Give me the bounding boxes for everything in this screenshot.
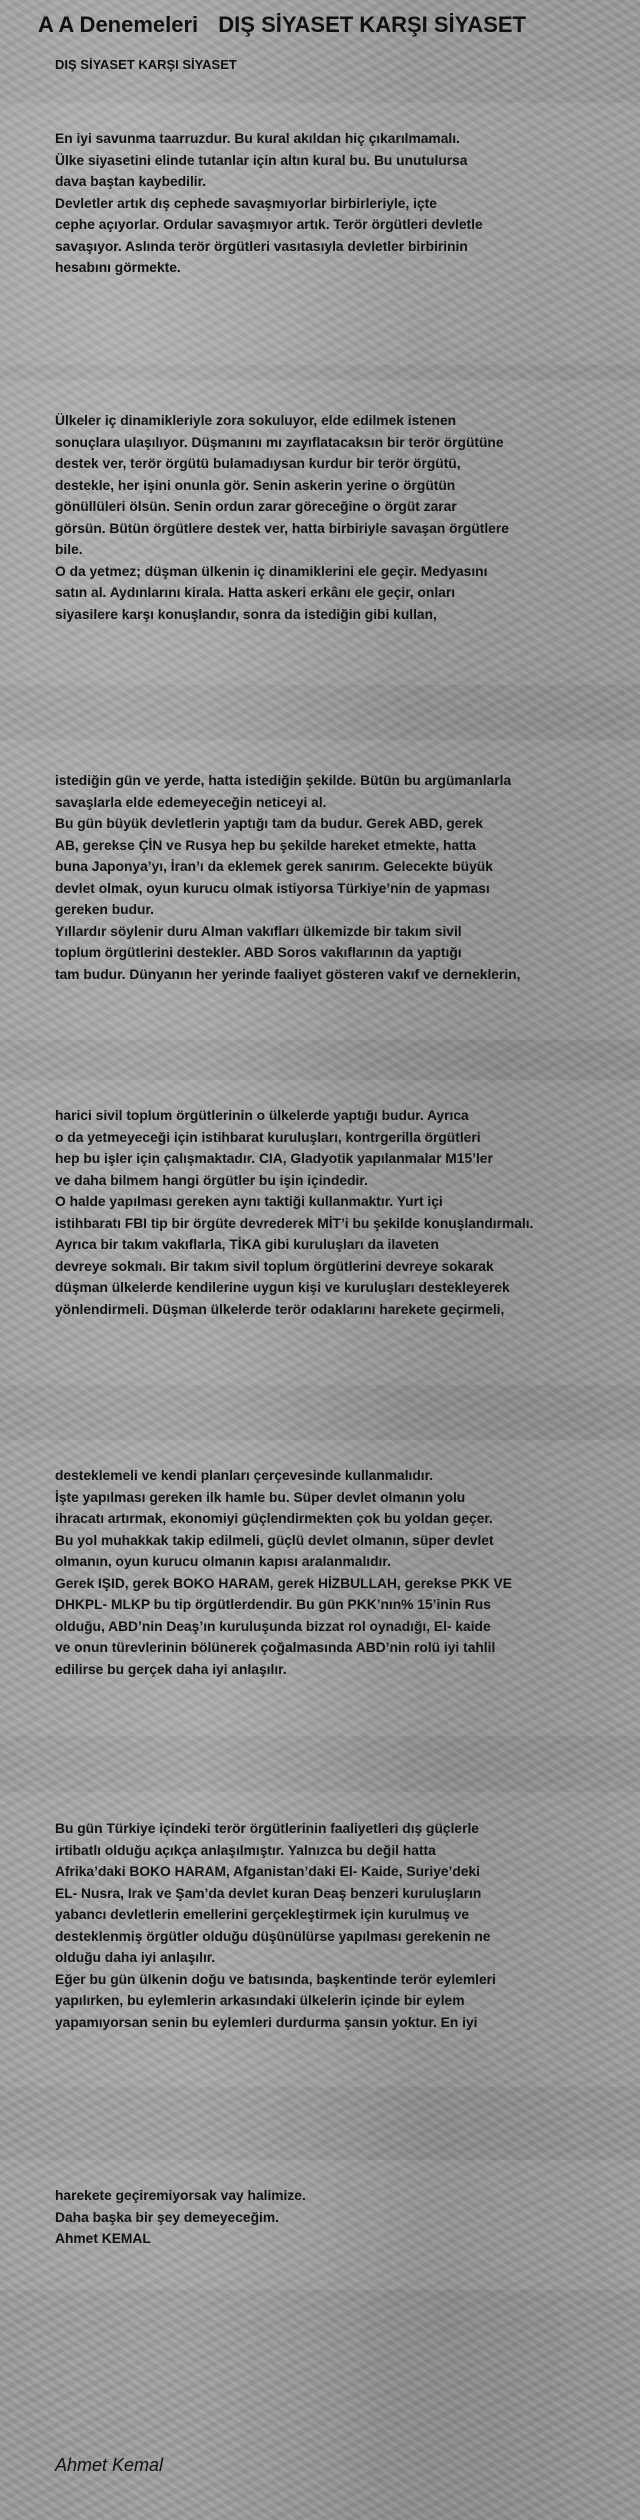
stanza-2: Ülkeler iç dinamikleriyle zora sokuluyor, elde edilmek istenen sonuçlara ulaşılıyor. Düşmanını mı zayıflatacaksın bir terör örgütüne destek ver, terör örgütü bulamadıysan kurdur bir terör örgütü, destekle, her işini onunla gör. Senin askerin yerine o örgütün gönüllüleri ölsün. Senin ordun zarar göreceğine o örgüt zarar görsün. Bütün örgütlere destek ver, hatta birbiriyle savaşan örgütlere bile. O da yetmez; düşman ülkenin iç dinamiklerini ele geçir. Medyasını satın al. Aydınlarını kirala. Hatta askeri erkânı ele geçir, onları siyasilere karşı konuşlandır, sonra da istediğin gibi kullan, [55,413,509,622]
poem-title: DIŞ SİYASET KARŞI SİYASET [218,12,526,37]
page-title [38,10,526,40]
site-name: A A Denemeleri [38,12,199,37]
stanza-3: istediğin gün ve yerde, hatta istediğin şekilde. Bütün bu argümanlarla savaşlarla elde edemeyeceğin neticeyi al. Bu gün büyük devletlerin yaptığı tam da budur. Gerek ABD, gerek AB, gerekse ÇİN ve Rusya hep bu şekilde hareket etmekte, hatta buna Japonya’yı, İran’ı da eklemek gerek sanırım. Gelecekte büyük devlet olmak, oyun kurucu olmak istiyorsa Türkiye’nin de yapması gereken budur. Yıllardır söylenir duru Alman vakıfları ülkemizde bir takım sivil toplum örgütlerini destekler. ABD Soros vakıflarının da yaptığı tam budur. Dünyanın her yerinde faaliyet gösteren vakıf ve derneklerin, [55,773,521,982]
poem-subtitle: DIŞ SİYASET KARŞI SİYASET [55,57,237,72]
stanza-6: Bu gün Türkiye içindeki terör örgütlerinin faaliyetleri dış güçlerle irtibatlı olduğu açıkça anlaşılmıştır. Yalnızca bu değil hatta Afrika’daki BOKO HARAM, Afganistan’daki El- Kaide, Suriye’deki EL- Nusra, Irak ve Şam’da devlet kuran Deaş benzeri kuruluşların yabancı devletlerin emellerini gerçekleştirmek için kurulmuş ve desteklenmiş örgütler olduğu düşünülürse yapılması gerekenin ne olduğu daha iyi anlaşılır. Eğer bu gün ülkenin doğu ve batısında, başkentinde terör eylemleri yapılırken, bu eylemlerin arkasındaki ülkelerin içinde bir eylem yapamıyorsan senin bu eylemleri durdurma şansın yoktur. En iyi [55,1821,496,2030]
stanza-5: desteklemeli ve kendi planları çerçevesinde kullanmalıdır. İşte yapılması gereken ilk hamle bu. Süper devlet olmanın yolu ihracatı artırmak, ekonomiyi güçlendirmekten çok bu yoldan geçer. Bu yol muhakkak takip edilmeli, güçlü devlet olmanın, süper devlet olmanın, oyun kurucu olmanın kapısı aralanmalıdır. Gerek IŞID, gerek BOKO HARAM, gerek HİZBULLAH, gerekse PKK VE DHKPL- MLKP bu tip örgütlerdendir. Bu gün PKK’nın% 15’inin Rus olduğu, ABD’nin Deaş’ın kuruluşunda bizzat rol oynadığı, El- kaide ve onun türevlerinin bölünerek çoğalmasında ABD’nin rolü iyi tahlil edilirse bu gerçek daha iyi anlaşılır. [55,1468,512,1677]
author-signature: Ahmet Kemal [55,2455,164,2475]
stanza-4: harici sivil toplum örgütlerinin o ülkelerde yaptığı budur. Ayrıca o da yetmeyeceği için istihbarat kuruluşları, kontrgerilla örgütleri hep bu işler için çalışmaktadır. CIA, Gladyotik yapılanmalar M15’ler ve daha bilmem hangi örgütler bu işin içindedir. O halde yapılması gereken aynı taktiği kullanmaktır. Yurt içi istihbaratı FBI tip bir örgüte devrederek MİT’i bu şekilde konuşlandırmalı. Ayrıca bir takım vakıflarla, TİKA gibi kuruluşları da ilaveten devreye sokmalı. Bir takım sivil toplum örgütlerini devreye sokarak düşman ülkelerde kendilerine uygun kişi ve kuruluşları destekleyerek yönlendirmeli. Düşman ülkelerde terör odaklarını harekete geçirmeli, [55,1108,534,1317]
stanza-7: harekete geçiremiyorsak vay halimize. Daha başka bir şey demeyeceğim. Ahmet KEMAL [55,2188,306,2246]
stanza-1: En iyi savunma taarruzdur. Bu kural akıldan hiç çıkarılmamalı. Ülke siyasetini elinde tutanlar için altın kural bu. Bu unutulursa dava baştan kaybedilir. Devletler artık dış cephede savaşmıyorlar birbirleriyle, içte cephe açıyorlar. Ordular savaşmıyor artık. Terör örgütleri devletle savaşıyor. Aslında terör örgütleri vasıtasıyla devletler birbirinin hesabını görmekte. [55,131,483,275]
